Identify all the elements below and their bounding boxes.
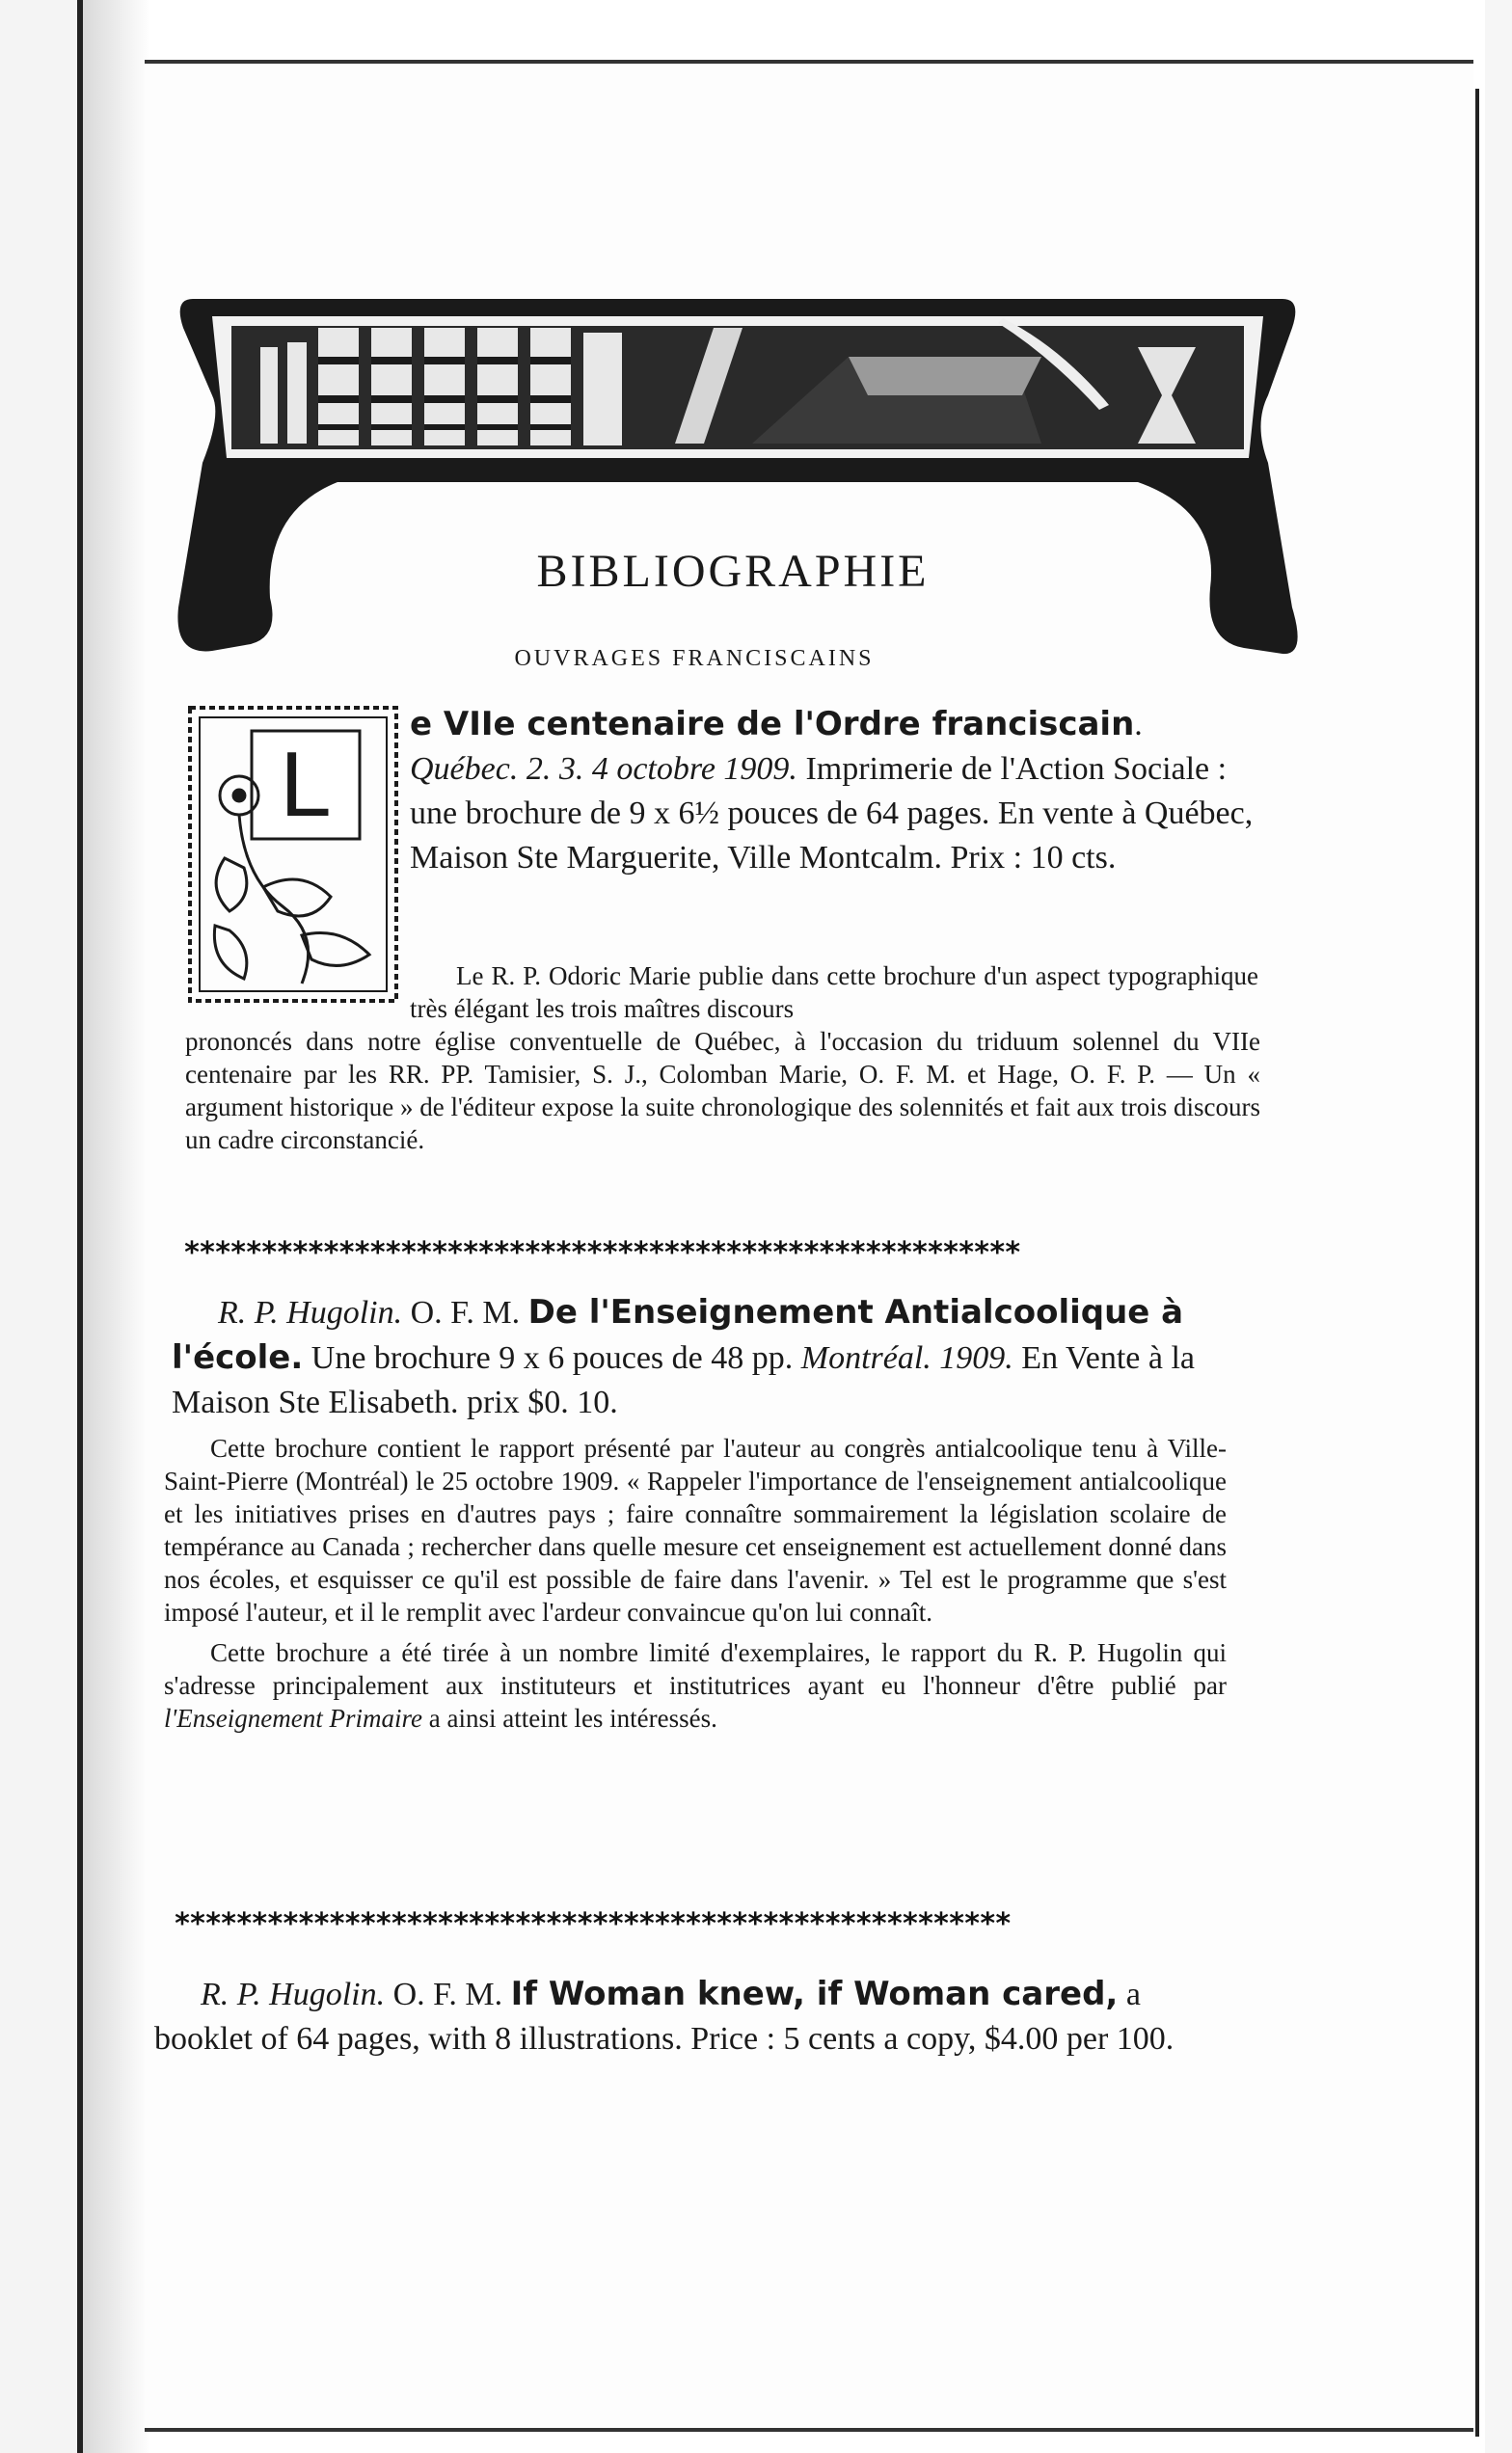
entry-3-order: O. F. M. xyxy=(392,1977,503,2012)
entry-2-journal-name: l'Enseignement Primaire xyxy=(164,1704,422,1733)
entry-2-details: Une brochure 9 x 6 pouces de 48 pp. xyxy=(310,1340,794,1376)
right-page-edge xyxy=(1485,0,1512,2453)
entry-2-place-date: Montréal. 1909. xyxy=(800,1340,1013,1376)
entry-3-citation xyxy=(154,1972,1223,2062)
entry-3-author: R. P. Hugolin. xyxy=(201,1977,386,2012)
page-subtitle: OUVRAGES FRANCISCAINS xyxy=(514,646,875,671)
entry-1-place-date: Québec. 2. 3. 4 octobre 1909. xyxy=(410,751,797,787)
entry-1-title: e VIIe centenaire de l'Ordre franciscain xyxy=(410,705,1135,743)
right-border-line xyxy=(1475,89,1479,2437)
entry-1-description-start: Le R. P. Odoric Marie publie dans cette brochure d'un aspect typographique très élégant les trois maîtres discours xyxy=(410,961,1258,1023)
entry-1-details: Imprimerie de l'Action Sociale : une brochure de 9 x 6½ pouces de 64 pages. En vente à Québec, Maison Ste Marguerite, Ville Montcalm. Prix : 10 cts. xyxy=(410,751,1254,876)
entry-2-paragraph-1: Cette brochure contient le rapport présenté par l'auteur au congrès antialcoolique tenu à Ville-Saint-Pierre (Montréal) le 25 octobre 1909. « Rappeler l'importance de l'enseignement antialcoolique et les initiatives prises en d'autres pays ; faire connaître sommairement la législation scolaire de tempérance au Canada ; rechercher dans quelle mesure cet enseignement est actuellement donné dans nos écoles, et esquisser ce qu'il est possible de faire dans l'avenir. » Tel est le programme que s'est imposé l'auteur, et il le remplit avec l'ardeur convaincue qu'on lui connaît. xyxy=(164,1434,1227,1627)
entry-1-description-rest: prononcés dans notre église conventuelle de Québec, à l'occasion du triduum solennel du VIIe centenaire par les RR. PP. Tamisier, S. J., Colomban Marie, O. F. M. et Hage, O. F. P. — Un « argument historique » de l'éditeur expose la suite chronologique des solennités et fait aux trois discours un cadre circonstancié. xyxy=(185,1027,1260,1154)
asterisk-separator: ****************************************************** xyxy=(183,1236,1020,1265)
entry-1-citation: e VIIe centenaire de l'Ordre franciscain. Québec. 2. 3. 4 octobre 1909. Imprimerie de l'Action Sociale : une brochure de 9 x 6½ pouces de 64 pages. En vente à Québec, Maison Ste Marguerite, Ville Montcalm. Prix : 10 cts. xyxy=(410,705,1254,876)
entry-2-title: De l'Enseignement Antialcoolique à l'école. xyxy=(172,1293,1184,1377)
left-page-edge xyxy=(0,0,83,2453)
page-title: BIBLIOGRAPHIE xyxy=(536,546,930,597)
drop-cap-ornament xyxy=(186,704,400,1005)
entry-2-order: O. F. M. xyxy=(410,1295,521,1331)
drop-cap-letter: L xyxy=(280,733,332,836)
entry-2-paragraph-2 xyxy=(164,1636,1227,1735)
bookshelf-banner-ornament xyxy=(174,289,1302,694)
entry-2-review xyxy=(164,1432,1227,1735)
entry-3-details: a booklet of 64 pages, with 8 illustrations. Price : 5 cents a copy, $4.00 per 100. xyxy=(154,1977,1174,2057)
entry-2-citation xyxy=(172,1290,1244,1425)
entry-2-paragraph-2-end: a ainsi atteint les intéressés. xyxy=(428,1704,717,1733)
page-gutter-shadow xyxy=(83,0,150,2453)
entry-3-title: If Woman knew, if Woman cared, xyxy=(510,1975,1119,2013)
asterisk-separator-2: ****************************************************** xyxy=(174,1907,1011,1936)
entry-2-author: R. P. Hugolin. xyxy=(218,1295,403,1331)
entry-2-paragraph-2-start: Cette brochure a été tirée à un nombre limité d'exemplaires, le rapport du R. P. Hugolin qui s'adresse principalement aux instituteurs et institutrices ayant eu l'honneur d'être publié par xyxy=(164,1638,1227,1700)
entry-2-sale: En Vente à la Maison Ste Elisabeth. prix $0. 10. xyxy=(172,1340,1195,1420)
